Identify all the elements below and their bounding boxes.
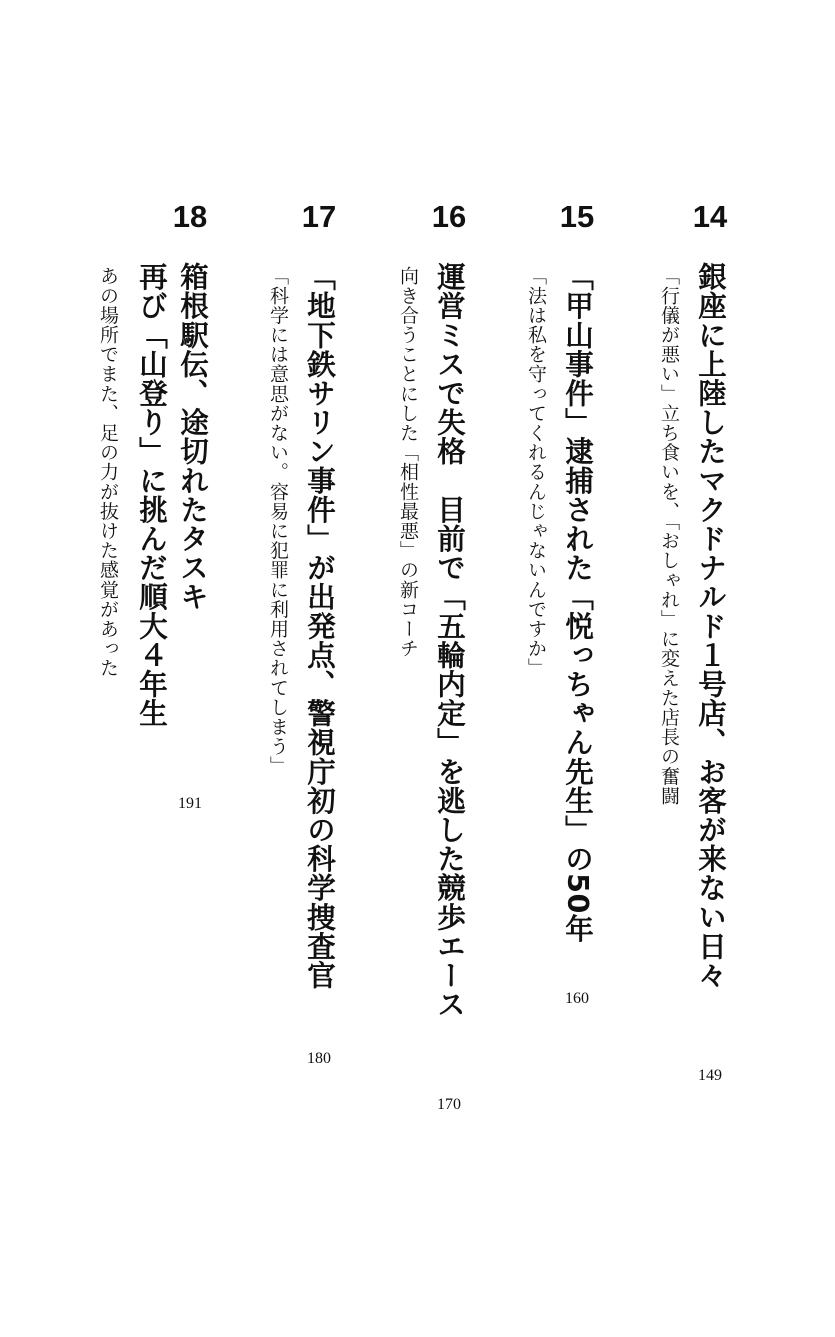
entry-number: 15 [559, 199, 595, 234]
entry-title: 「甲山事件」逮捕された「悦っちゃん先生」の50年 [561, 262, 594, 944]
entry-subtitle: 「行儀が悪い」立ち食いを、「おしゃれ」に変えた店長の奮闘 [658, 266, 680, 806]
entry-subtitle: 向き合うことにした「相性最悪」の新コーチ [397, 266, 419, 658]
entry-number: 17 [301, 199, 337, 234]
entry-title-line-2: 再び「山登り」に挑んだ順大４年生 [135, 262, 168, 728]
entry-page-number: 170 [437, 1096, 461, 1113]
entry-title: 運営ミスで失格 目前で「五輪内定」を逃した競歩エース [433, 262, 466, 1019]
entry-number: 18 [172, 199, 208, 234]
entry-page-number: 191 [178, 795, 202, 812]
entry-page-number: 149 [698, 1067, 722, 1084]
entry-subtitle: 「法は私を守ってくれるんじゃないんですか」 [525, 266, 547, 678]
entry-subtitle: 「科学には意思がない。容易に犯罪に利用されてしまう」 [267, 266, 289, 776]
entry-subtitle: あの場所でまた、足の力が抜けた感覚があった [97, 266, 119, 678]
entry-page-number: 160 [565, 990, 589, 1007]
entry-page-number: 180 [307, 1050, 331, 1067]
entry-title-line-1: 箱根駅伝、途切れたタスキ [176, 262, 209, 612]
entry-title: 銀座に上陸したマクドナルド１号店、お客が来ない日々 [694, 262, 727, 990]
entry-title: 「地下鉄サリン事件」が出発点、警視庁初の科学捜査官 [303, 262, 336, 990]
entry-number: 16 [431, 199, 467, 234]
entry-number: 14 [692, 199, 728, 234]
